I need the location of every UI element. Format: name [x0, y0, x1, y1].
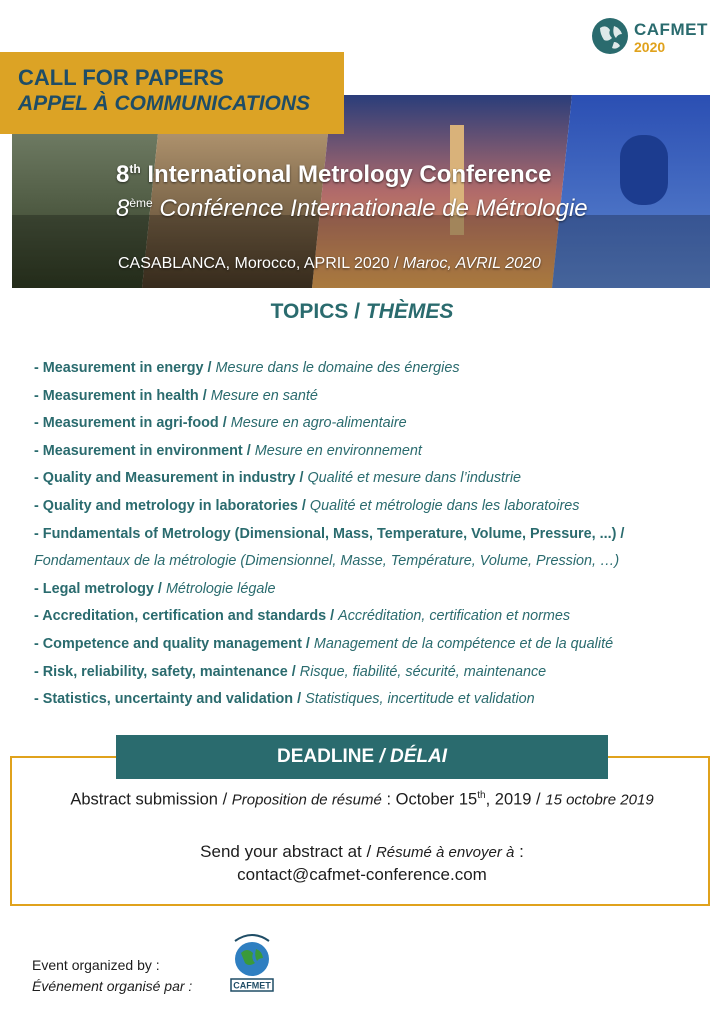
topic-item: - Measurement in health / Mesure en santé	[34, 387, 318, 404]
globe-icon	[590, 16, 630, 56]
topic-item-continuation: Fondamentaux de la métrologie (Dimensionnel, Masse, Température, Volume, Pression, …)	[34, 553, 620, 570]
topic-item: - Risk, reliability, safety, maintenance / Risque, fiabilité, sécurité, maintenance	[34, 663, 547, 680]
topic-item: - Competence and quality management / Management de la compétence et de la qualité	[34, 635, 614, 652]
logo-year: 2020	[634, 39, 666, 55]
conference-location: CASABLANCA, Morocco, APRIL 2020 / Maroc, AVRIL 2020	[118, 255, 541, 272]
conference-title-en: 8th International Metrology Conference	[116, 161, 552, 188]
logo-name: CAFMET	[634, 20, 708, 39]
abstract-submission-line: Abstract submission / Proposition de résumé : October 15th, 2019 / 15 octobre 2019	[70, 790, 654, 809]
topic-item: - Fundamentals of Metrology (Dimensional, Mass, Temperature, Volume, Pressure, ...) /	[34, 525, 625, 542]
topic-item: - Legal metrology / Métrologie légale	[34, 580, 276, 597]
cafmet-2020-logo	[590, 14, 710, 60]
send-abstract-line: Send your abstract at / Résumé à envoyer à :	[200, 842, 524, 861]
call-for-papers-fr: APPEL À COMMUNICATIONS	[18, 92, 311, 115]
topic-item: - Measurement in energy / Mesure dans le domaine des énergies	[34, 360, 460, 376]
deadline-heading: DEADLINE / DÉLAI	[116, 735, 608, 779]
topic-item: - Measurement in environment / Mesure en environnement	[34, 442, 422, 459]
topic-item: - Statistics, uncertainty and validation / Statistiques, incertitude et validation	[34, 691, 535, 708]
topic-list	[34, 355, 704, 714]
topic-item: - Accreditation, certification and standards / Accréditation, certification et normes	[34, 608, 571, 625]
cafmet-organizer-logo	[227, 927, 277, 997]
conference-title-fr: 8ème Conférence Internationale de Métrologie	[116, 195, 588, 222]
call-for-papers-en: CALL FOR PAPERS	[18, 65, 224, 90]
call-for-papers-box	[0, 52, 344, 134]
topic-item: - Quality and metrology in laboratories / Qualité et métrologie dans les laboratoires	[34, 497, 580, 514]
topic-item: - Quality and Measurement in industry / Qualité et mesure dans l’industrie	[34, 470, 522, 487]
organizer-logo-text: CAFMET	[233, 980, 271, 991]
topics-heading: TOPICS / THÈMES	[270, 300, 454, 323]
topic-item: - Measurement in agri-food / Mesure en agro-alimentaire	[34, 415, 407, 432]
organizer-label: Event organized by : Événement organisé par :	[32, 957, 193, 994]
contact-email-link[interactable]: contact@cafmet-conference.com	[237, 865, 487, 884]
